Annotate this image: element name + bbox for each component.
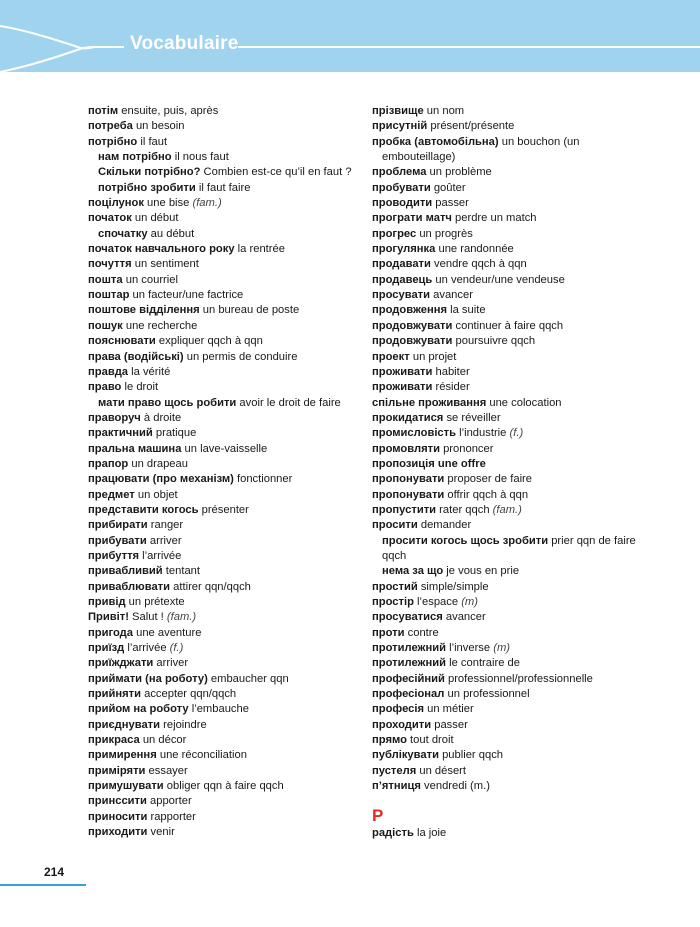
vocab-entry xyxy=(372,227,672,242)
translation: avoir le droit de faire xyxy=(236,396,341,409)
headword: просуватися xyxy=(372,611,443,624)
translation: tentant xyxy=(162,565,200,578)
vocab-entry xyxy=(372,702,672,717)
grammar-note: (f.) xyxy=(509,427,524,440)
headword: пробка (автомобільна) xyxy=(372,135,499,148)
vocab-entry xyxy=(372,150,672,165)
vocab-entry xyxy=(88,211,388,226)
translation: la joie xyxy=(413,827,447,840)
vocab-entry xyxy=(88,626,388,641)
vocab-entry xyxy=(88,779,388,794)
headword: прямо xyxy=(372,734,407,747)
page-title: Vocabulaire xyxy=(130,33,239,54)
vocab-entry xyxy=(88,181,388,196)
headword: професійний xyxy=(372,672,445,685)
headword: привабливий xyxy=(88,565,163,578)
headword: прізвище xyxy=(372,105,424,117)
vocab-entry xyxy=(372,303,672,318)
translation: un métier xyxy=(424,703,474,716)
vocab-entry xyxy=(372,595,672,610)
vocab-entry xyxy=(88,580,388,595)
headword: праворуч xyxy=(88,411,141,424)
translation: goûter xyxy=(430,181,466,194)
translation: un prétexte xyxy=(125,596,185,608)
translation: il faut faire xyxy=(195,181,251,194)
translation: une bise xyxy=(143,197,193,210)
translation: fonctionner xyxy=(233,473,293,486)
headword: пральна машина xyxy=(88,442,182,455)
headword: почуття xyxy=(88,258,132,271)
vocabulary-column-left xyxy=(88,104,388,841)
vocab-entry xyxy=(372,165,672,180)
headword: прокидатися xyxy=(372,411,444,424)
headword: приходити xyxy=(88,826,148,839)
translation: prononcer xyxy=(439,442,494,455)
translation: un projet xyxy=(409,350,457,363)
vocab-entry xyxy=(372,426,672,441)
translation: passer xyxy=(432,197,469,210)
headword: присутній xyxy=(372,120,428,133)
vocab-entry xyxy=(372,672,672,687)
headword: просити xyxy=(372,519,418,532)
vocab-entry xyxy=(88,718,388,733)
headword: поштове відділення xyxy=(88,304,200,317)
headword: простір xyxy=(372,596,414,608)
grammar-note: (m) xyxy=(461,596,478,608)
headword: нема за що xyxy=(382,565,444,578)
headword: публікувати xyxy=(372,749,439,762)
translation: rater qqch xyxy=(436,503,493,516)
vocab-entry xyxy=(88,119,388,134)
headword: права (водійські) xyxy=(88,350,184,363)
vocab-entry xyxy=(88,196,388,211)
translation: Combien est-ce qu’il en faut ? xyxy=(200,166,352,179)
translation: un nom xyxy=(423,105,465,117)
vocab-entry xyxy=(372,472,672,487)
translation: ensuite, puis, après xyxy=(118,105,219,117)
footer-line xyxy=(0,884,86,886)
vocab-entry xyxy=(372,764,672,779)
headword: Скільки потрібно? xyxy=(98,166,201,179)
vocab-entry xyxy=(88,350,388,365)
headword: початок xyxy=(88,212,132,225)
translation: avancer xyxy=(430,289,473,302)
translation: venir xyxy=(147,826,175,839)
translation: un progrès xyxy=(416,227,473,240)
headword: проживати xyxy=(372,381,433,394)
translation: continuer à faire qqch xyxy=(452,319,564,332)
translation: un vendeur/une vendeuse xyxy=(432,273,565,286)
headword: принссити xyxy=(88,795,147,808)
vocab-entry xyxy=(372,518,672,533)
vocab-entry xyxy=(88,227,388,242)
headword: продавати xyxy=(372,258,431,271)
vocab-entry xyxy=(372,104,672,119)
translation: professionnel/professionnelle xyxy=(444,672,593,685)
vocab-entry xyxy=(88,610,388,625)
headword: прибирати xyxy=(88,519,148,532)
translation: avancer xyxy=(442,611,486,624)
vocab-entry xyxy=(372,365,672,380)
translation: offrir qqch à qqn xyxy=(444,488,529,501)
translation: un lave-vaisselle xyxy=(181,442,268,455)
translation: prier qqn de faire xyxy=(548,534,636,547)
headword: пропозиція une offre xyxy=(372,457,486,470)
translation: arriver xyxy=(153,657,189,670)
vocab-entry xyxy=(88,365,388,380)
headword: прикраса xyxy=(88,734,140,747)
header-banner xyxy=(0,0,700,72)
headword: спочатку xyxy=(98,227,148,240)
vocab-entry xyxy=(88,534,388,549)
headword: промовляти xyxy=(372,442,440,455)
vocab-entry xyxy=(88,549,388,564)
headword: приїжджати xyxy=(88,657,154,670)
translation: rapporter xyxy=(147,810,196,823)
translation: passer xyxy=(431,718,468,731)
vocab-entry xyxy=(372,826,672,841)
headword: право xyxy=(88,381,122,394)
translation: une réconciliation xyxy=(156,749,247,762)
vocab-entry xyxy=(88,457,388,472)
translation: perdre un match xyxy=(451,212,537,225)
headword: проблема xyxy=(372,166,427,179)
translation: une colocation xyxy=(486,396,562,409)
vocab-entry xyxy=(88,442,388,457)
translation: au début xyxy=(147,227,195,240)
vocab-entry xyxy=(372,656,672,671)
headword: прийняти xyxy=(88,688,141,701)
grammar-note: (m) xyxy=(493,642,511,655)
translation: l’embauche xyxy=(188,703,249,716)
translation: une recherche xyxy=(122,319,198,332)
headword: приймати (на роботу) xyxy=(88,672,208,685)
headword: предмет xyxy=(88,488,135,501)
headword: простий xyxy=(372,580,418,593)
vocab-entry xyxy=(88,702,388,717)
vocab-entry xyxy=(372,288,672,303)
translation: il nous faut xyxy=(171,151,229,164)
translation: pratique xyxy=(152,427,197,440)
headword: примушувати xyxy=(88,780,164,793)
headword: приміряти xyxy=(88,764,146,777)
translation: obliger qqn à faire qqch xyxy=(163,780,284,793)
translation: un permis de conduire xyxy=(183,350,298,363)
headword: прогулянка xyxy=(372,243,436,256)
translation: habiter xyxy=(432,365,470,378)
vocab-entry xyxy=(372,196,672,211)
vocab-entry xyxy=(88,656,388,671)
vocab-entry xyxy=(88,672,388,687)
vocab-entry xyxy=(372,119,672,134)
translation: rejoindre xyxy=(160,718,207,731)
vocab-entry xyxy=(88,564,388,579)
grammar-note: (fam.) xyxy=(492,503,522,516)
translation: la rentrée xyxy=(234,243,285,256)
vocab-entry xyxy=(372,411,672,426)
vocab-entry xyxy=(88,518,388,533)
translation: se réveiller xyxy=(443,411,501,424)
headword: прибувати xyxy=(88,534,147,547)
translation: un problème xyxy=(426,166,492,179)
translation: simple/simple xyxy=(417,580,489,593)
translation: essayer xyxy=(145,764,188,777)
header-wave-graphic xyxy=(0,0,700,72)
vocab-entry xyxy=(88,472,388,487)
headword: правда xyxy=(88,365,129,378)
vocab-entry xyxy=(88,411,388,426)
headword: практичний xyxy=(88,427,153,440)
vocab-entry xyxy=(88,380,388,395)
translation: la suite xyxy=(447,304,486,317)
translation: un drapeau xyxy=(128,457,188,470)
vocab-entry xyxy=(88,319,388,334)
headword: нам потрібно xyxy=(98,151,172,164)
vocab-entry xyxy=(372,687,672,702)
translation: Salut ! xyxy=(128,611,167,624)
headword: програти матч xyxy=(372,212,452,225)
translation: vendredi (m.) xyxy=(420,780,490,793)
translation: à droite xyxy=(140,411,182,424)
translation: un objet xyxy=(134,488,178,501)
translation: demander xyxy=(417,519,472,532)
vocab-entry xyxy=(372,135,672,150)
headword: пошта xyxy=(88,273,123,286)
vocab-entry xyxy=(372,396,672,411)
vocab-entry xyxy=(88,257,388,272)
headword: проходити xyxy=(372,718,432,731)
headword: приваблювати xyxy=(88,580,171,593)
headword: протилежний xyxy=(372,657,446,670)
translation: je vous en prie xyxy=(443,565,520,578)
headword: професія xyxy=(372,703,424,716)
headword: проект xyxy=(372,350,410,363)
translation: qqch xyxy=(382,549,407,562)
headword: приносити xyxy=(88,810,148,823)
translation: proposer de faire xyxy=(444,473,532,486)
vocab-entry xyxy=(88,641,388,656)
headword: продовжувати xyxy=(372,319,453,332)
headword: прибуття xyxy=(88,549,140,562)
vocab-entry xyxy=(372,610,672,625)
headword: приїзд xyxy=(88,642,125,655)
headword: поцілунок xyxy=(88,197,144,210)
vocab-entry xyxy=(372,380,672,395)
headword: пошук xyxy=(88,319,123,332)
vocab-entry xyxy=(88,334,388,349)
page-number: 214 xyxy=(44,865,65,879)
headword: просувати xyxy=(372,289,431,302)
translation: arriver xyxy=(146,534,182,547)
vocab-entry xyxy=(372,350,672,365)
vocab-entry xyxy=(372,534,672,549)
translation: l’inverse xyxy=(445,642,494,655)
vocab-entry xyxy=(88,488,388,503)
headword: проживати xyxy=(372,365,433,378)
headword: просити когось щось зробити xyxy=(382,534,549,547)
vocab-entry xyxy=(372,442,672,457)
translation: une randonnée xyxy=(435,243,514,256)
vocab-entry xyxy=(88,396,388,411)
vocab-entry xyxy=(372,319,672,334)
vocab-entry xyxy=(372,457,672,472)
vocab-entry xyxy=(88,135,388,150)
vocab-entry xyxy=(88,825,388,840)
headword: радість xyxy=(372,827,414,840)
headword: привід xyxy=(88,596,126,608)
translation: il faut xyxy=(137,135,168,148)
headword: пропонувати xyxy=(372,473,445,486)
headword: продовжувати xyxy=(372,335,453,348)
grammar-note: (f.) xyxy=(169,642,184,655)
translation: un décor xyxy=(139,734,187,747)
vocab-entry xyxy=(372,242,672,257)
translation: apporter xyxy=(146,795,192,808)
translation: embouteillage) xyxy=(382,151,456,164)
translation: une aventure xyxy=(133,626,202,639)
headword: проводити xyxy=(372,197,433,210)
vocab-entry xyxy=(88,748,388,763)
headword: проти xyxy=(372,626,405,639)
vocab-entry xyxy=(88,426,388,441)
headword: мати право щось робити xyxy=(98,396,237,409)
headword: початок навчального року xyxy=(88,243,235,256)
headword: пояснювати xyxy=(88,335,156,348)
headword: приєднувати xyxy=(88,718,161,731)
vocab-entry xyxy=(88,303,388,318)
headword: примирення xyxy=(88,749,157,762)
vocab-entry xyxy=(372,626,672,641)
grammar-note: (fam.) xyxy=(166,611,197,624)
vocabulary-column-right xyxy=(372,104,672,842)
translation: un sentiment xyxy=(131,258,199,271)
headword: продовження xyxy=(372,304,447,317)
translation: présenter xyxy=(198,503,249,516)
vocab-entry xyxy=(372,748,672,763)
vocab-entry xyxy=(88,595,388,610)
translation: un courriel xyxy=(122,273,178,286)
headword: пропустити xyxy=(372,503,437,516)
translation: un besoin xyxy=(132,120,185,133)
section-letter: Р xyxy=(372,806,384,826)
translation: poursuivre qqch xyxy=(452,335,536,348)
headword: прийом на роботу xyxy=(88,703,189,716)
translation: tout droit xyxy=(406,734,454,747)
translation: publier qqch xyxy=(438,749,504,762)
translation: un désert xyxy=(416,764,467,777)
translation: la vérité xyxy=(128,365,171,378)
headword: п’ятниця xyxy=(372,780,421,793)
vocab-entry xyxy=(372,273,672,288)
translation: un professionnel xyxy=(444,688,530,701)
headword: потреба xyxy=(88,120,133,133)
vocab-entry xyxy=(372,181,672,196)
headword: прапор xyxy=(88,457,129,470)
translation: attirer qqn/qqch xyxy=(170,580,251,593)
vocab-entry xyxy=(88,165,388,180)
headword: промисловість xyxy=(372,427,457,440)
vocab-entry xyxy=(372,641,672,656)
vocab-entry xyxy=(372,549,672,564)
headword: протилежний xyxy=(372,642,446,655)
headword: пропонувати xyxy=(372,488,445,501)
translation: un facteur/une factrice xyxy=(129,289,244,302)
translation: un bureau de poste xyxy=(199,304,300,317)
headword: потрібно зробити xyxy=(98,181,196,194)
vocab-entry xyxy=(372,733,672,748)
headword: Привіт! xyxy=(88,611,129,624)
translation: l’espace xyxy=(413,596,462,608)
vocab-entry xyxy=(88,503,388,518)
translation: contre xyxy=(404,626,439,639)
vocab-entry xyxy=(372,580,672,595)
vocab-entry xyxy=(88,288,388,303)
headword: спільне проживання xyxy=(372,396,487,409)
vocab-entry xyxy=(372,488,672,503)
grammar-note: (fam.) xyxy=(192,197,222,210)
headword: потрібно xyxy=(88,135,138,148)
translation: vendre qqch à qqn xyxy=(430,258,527,271)
vocab-entry xyxy=(88,764,388,779)
headword: професіонал xyxy=(372,688,445,701)
vocab-entry xyxy=(372,334,672,349)
translation: expliquer qqch à qqn xyxy=(155,335,263,348)
vocab-entry xyxy=(372,779,672,794)
vocab-entry xyxy=(88,150,388,165)
headword: потім xyxy=(88,105,119,117)
vocab-entry xyxy=(88,794,388,809)
headword: прогрес xyxy=(372,227,417,240)
translation: présent/présente xyxy=(427,120,515,133)
vocab-entry xyxy=(88,273,388,288)
vocab-entry xyxy=(372,564,672,579)
headword: продавець xyxy=(372,273,433,286)
translation: l’industrie xyxy=(456,427,510,440)
translation: le contraire de xyxy=(445,657,520,670)
headword: працювати (про механізм) xyxy=(88,473,234,486)
vocab-entry xyxy=(372,211,672,226)
headword: пустеля xyxy=(372,764,417,777)
translation: résider xyxy=(432,381,470,394)
vocab-entry xyxy=(88,104,388,119)
headword: представити когось xyxy=(88,503,199,516)
translation: un début xyxy=(131,212,179,225)
vocab-entry xyxy=(372,503,672,518)
translation: ranger xyxy=(147,519,184,532)
translation: le droit xyxy=(121,381,159,394)
headword: поштар xyxy=(88,289,130,302)
vocab-entry xyxy=(372,257,672,272)
translation: embaucher qqn xyxy=(207,672,289,685)
translation: accepter qqn/qqch xyxy=(141,688,237,701)
vocab-entry xyxy=(372,718,672,733)
translation: un bouchon (un xyxy=(498,135,580,148)
translation: l’arrivée xyxy=(139,549,182,562)
vocab-entry xyxy=(88,733,388,748)
vocab-entry xyxy=(88,810,388,825)
vocab-entry xyxy=(88,242,388,257)
headword: пригода xyxy=(88,626,133,639)
headword: пробувати xyxy=(372,181,431,194)
translation: l’arrivée xyxy=(124,642,170,655)
vocab-entry xyxy=(88,687,388,702)
